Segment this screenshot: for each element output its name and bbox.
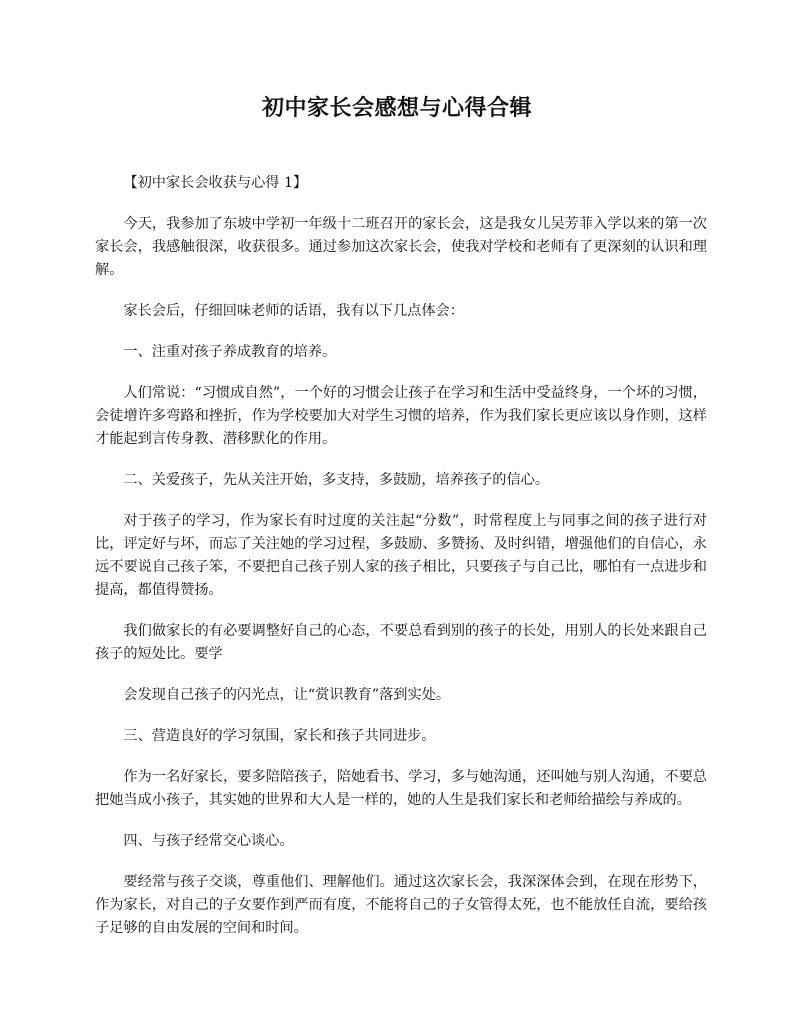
section-heading: 【初中家长会收获与心得 1】 xyxy=(123,175,308,191)
paragraph: 我们做家长的有必要调整好自己的心态，不要总看到别的孩子的长处，用别人的长处来跟自己孩子的短处比。要学 xyxy=(95,623,707,662)
document-title: 初中家长会感想与心得合辑 xyxy=(261,95,532,121)
point-heading: 三、营造良好的学习氛围，家长和孩子共同进步。 xyxy=(123,728,436,744)
document-body xyxy=(95,172,707,958)
point-heading: 一、注重对孩子养成教育的培养。 xyxy=(123,344,337,360)
point-heading: 四、与孩子经常交心谈心。 xyxy=(123,833,294,849)
paragraph: 要经常与孩子交谈，尊重他们、理解他们。通过这次家长会，我深深体会到，在现在形势下，作为家长，对自己的子女要作到严而有度，不能将自己的子女管得太死，也不能放任自流，要给孩子足够的自由发展的空间和时间。 xyxy=(95,874,707,936)
paragraph: 今天，我参加了东坡中学初一年级十二班召开的家长会，这是我女儿吴芳菲入学以来的第一次家长会，我感触很深，收获很多。通过参加这次家长会，使我对学校和老师有了更深刻的认识和理解。 xyxy=(95,216,707,278)
paragraph: 对于孩子的学习，作为家长有时过度的关注起“分数”，时常程度上与同事之间的孩子进行对比，评定好与坏，而忘了关注她的学习过程，多鼓励、多赞扬、及时纠错，增强他们的自信心，永远不要说自己孩子笨，不要把自己孩子别人家的孩子相比，只要孩子与自己比，哪怕有一点进步和提高，都值得赞扬。 xyxy=(95,513,707,598)
paragraph: 作为一名好家长，要多陪陪孩子，陪她看书、学习，多与她沟通，还叫她与别人沟通，不要总把她当成小孩子，其实她的世界和大人是一样的，她的人生是我们家长和老师给描绘与养成的。 xyxy=(95,769,707,808)
point-heading: 二、关爱孩子，先从关注开始，多支持，多鼓励，培养孩子的信心。 xyxy=(123,472,550,488)
paragraph: 家长会后，仔细回味老师的话语，我有以下几点体会： xyxy=(123,303,464,319)
paragraph: 人们常说：“习惯成自然”，一个好的习惯会让孩子在学习和生活中受益终身，一个坏的习惯，会徒增许多弯路和挫折，作为学校要加大对学生习惯的培养，作为我们家长更应该以身作则，这样才能起到言传身教、潜移默化的作用。 xyxy=(95,385,707,447)
paragraph: 会发现自己孩子的闪光点，让“赏识教育”落到实处。 xyxy=(123,687,451,703)
